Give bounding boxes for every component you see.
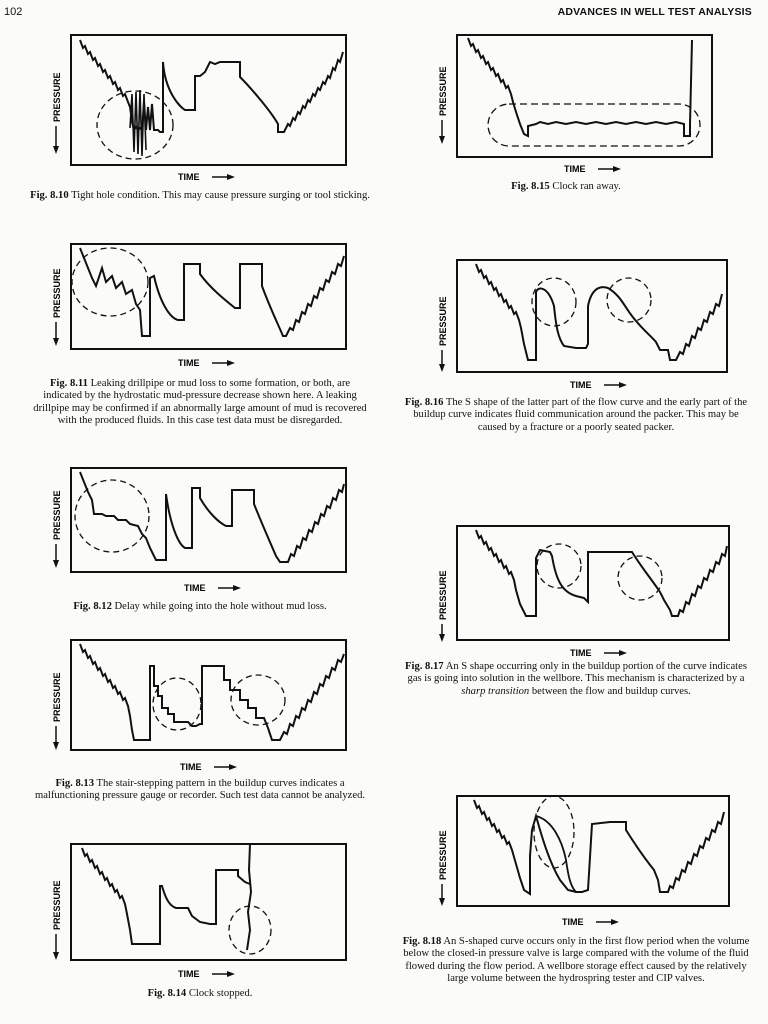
highlight-circle bbox=[532, 278, 576, 326]
pressure-trace bbox=[80, 472, 344, 562]
pressure-trace bbox=[82, 848, 250, 944]
pressure-chart-8-17 bbox=[436, 520, 736, 660]
pressure-chart-8-12 bbox=[50, 464, 350, 599]
svg-text:TIME: TIME bbox=[562, 917, 584, 927]
y-axis-label bbox=[438, 570, 448, 642]
running-head: ADVANCES IN WELL TEST ANALYSIS bbox=[557, 6, 752, 18]
pressure-chart-8-18 bbox=[436, 790, 736, 930]
svg-text:TIME: TIME bbox=[178, 358, 200, 368]
y-axis-label bbox=[438, 296, 448, 372]
svg-text:PRESSURE: PRESSURE bbox=[438, 570, 448, 620]
pressure-trace bbox=[80, 248, 344, 336]
pressure-chart-8-11 bbox=[50, 238, 350, 378]
pressure-trace bbox=[474, 800, 724, 894]
x-axis-label bbox=[178, 358, 235, 368]
caption-8-12: Fig. 8.12 Delay while going into the hole without mud loss. bbox=[73, 601, 327, 612]
pressure-trace bbox=[80, 40, 343, 132]
caption-8-15: Fig. 8.15 Clock ran away. bbox=[511, 181, 621, 192]
svg-text:PRESSURE: PRESSURE bbox=[52, 490, 62, 540]
svg-text:TIME: TIME bbox=[570, 380, 592, 390]
pressure-trace bbox=[468, 38, 692, 136]
caption-8-11: Fig. 8.11 Leaking drillpipe or mud loss to some formation, or both, are indicated by the hydrostatic mud-pressure decrease shown here. A leaking drillpipe may be confirmed if an abnormally large amount of mud is recovered with the produced fluids. In this case test data must be disregarded. bbox=[33, 378, 367, 427]
figure-8-15 bbox=[436, 32, 736, 214]
caption-8-10: Fig. 8.10 Tight hole condition. This may cause pressure surging or tool sticking. bbox=[30, 190, 370, 201]
y-axis-label bbox=[52, 672, 62, 750]
x-axis-label bbox=[184, 583, 241, 593]
y-axis-label bbox=[52, 490, 62, 568]
y-axis-label bbox=[52, 268, 62, 346]
caption-8-14: Fig. 8.14 Clock stopped. bbox=[147, 988, 253, 999]
x-axis-label bbox=[564, 164, 621, 174]
x-axis-label bbox=[180, 762, 237, 772]
figure-8-18 bbox=[402, 790, 750, 985]
pressure-trace bbox=[476, 530, 727, 616]
y-axis-label bbox=[438, 66, 448, 144]
caption-8-16: Fig. 8.16 The S shape of the latter part of the flow curve and the early part of the buildup curve indicates fluid communication around the packer. This may be caused by a fracture or a poorly seated packer. bbox=[404, 397, 748, 433]
caption-8-13: Fig. 8.13 The stair-stepping pattern in the buildup curves indicates a malfunctioning pressure gauge or recorder. Such test data cannot be analyzed. bbox=[34, 778, 366, 802]
pressure-trace bbox=[476, 264, 722, 360]
x-axis-label bbox=[570, 380, 627, 390]
svg-text:TIME: TIME bbox=[564, 164, 586, 174]
figure-8-10 bbox=[30, 32, 370, 214]
svg-text:PRESSURE: PRESSURE bbox=[52, 72, 62, 122]
svg-text:TIME: TIME bbox=[180, 762, 202, 772]
x-axis-label bbox=[562, 917, 619, 927]
y-axis-label bbox=[52, 72, 62, 154]
svg-text:TIME: TIME bbox=[570, 648, 592, 658]
figure-8-17 bbox=[405, 520, 747, 702]
svg-text:PRESSURE: PRESSURE bbox=[52, 672, 62, 722]
caption-8-18: Fig. 8.18 An S-shaped curve occurs only in the first flow period when the volume below the closed-in pressure valve is large compared with the volume of the fluid flowed during the flow period. A wellbore storage effect caused by the relatively large volume between the hydrospring tester and CIP valves. bbox=[402, 936, 750, 985]
highlight-circle bbox=[607, 278, 651, 322]
clock-stop-line bbox=[247, 844, 251, 950]
figure-8-13 bbox=[34, 636, 366, 818]
figure-8-16 bbox=[404, 256, 748, 438]
svg-text:TIME: TIME bbox=[184, 583, 206, 593]
caption-8-17: Fig. 8.17 An S shape occurring only in the buildup portion of the curve indicates gas is going into solution in the wellbore. This mechanism is characterized by a sharp transition between the flow and buildup curves. bbox=[405, 661, 747, 697]
y-axis-label bbox=[438, 830, 448, 906]
pressure-chart-8-13 bbox=[50, 636, 350, 776]
pressure-chart-8-16 bbox=[436, 256, 736, 396]
svg-text:PRESSURE: PRESSURE bbox=[52, 268, 62, 318]
page-number: 102 bbox=[4, 6, 23, 18]
figure-8-14 bbox=[50, 840, 350, 1022]
svg-text:PRESSURE: PRESSURE bbox=[438, 66, 448, 116]
pressure-chart-8-10 bbox=[50, 32, 350, 184]
figure-8-12 bbox=[50, 464, 350, 646]
y-axis-label bbox=[52, 880, 62, 960]
spike-cluster bbox=[130, 90, 146, 156]
x-axis-label bbox=[570, 648, 627, 658]
pressure-chart-8-15 bbox=[436, 32, 736, 182]
svg-text:TIME: TIME bbox=[178, 969, 200, 979]
figure-8-11 bbox=[33, 238, 367, 427]
pressure-trace bbox=[80, 644, 344, 740]
pressure-chart-8-14 bbox=[50, 840, 350, 990]
svg-text:TIME: TIME bbox=[178, 172, 200, 182]
svg-text:PRESSURE: PRESSURE bbox=[438, 296, 448, 346]
x-axis-label bbox=[178, 969, 235, 979]
x-axis-label bbox=[178, 172, 235, 182]
svg-text:PRESSURE: PRESSURE bbox=[52, 880, 62, 930]
svg-text:PRESSURE: PRESSURE bbox=[438, 830, 448, 880]
